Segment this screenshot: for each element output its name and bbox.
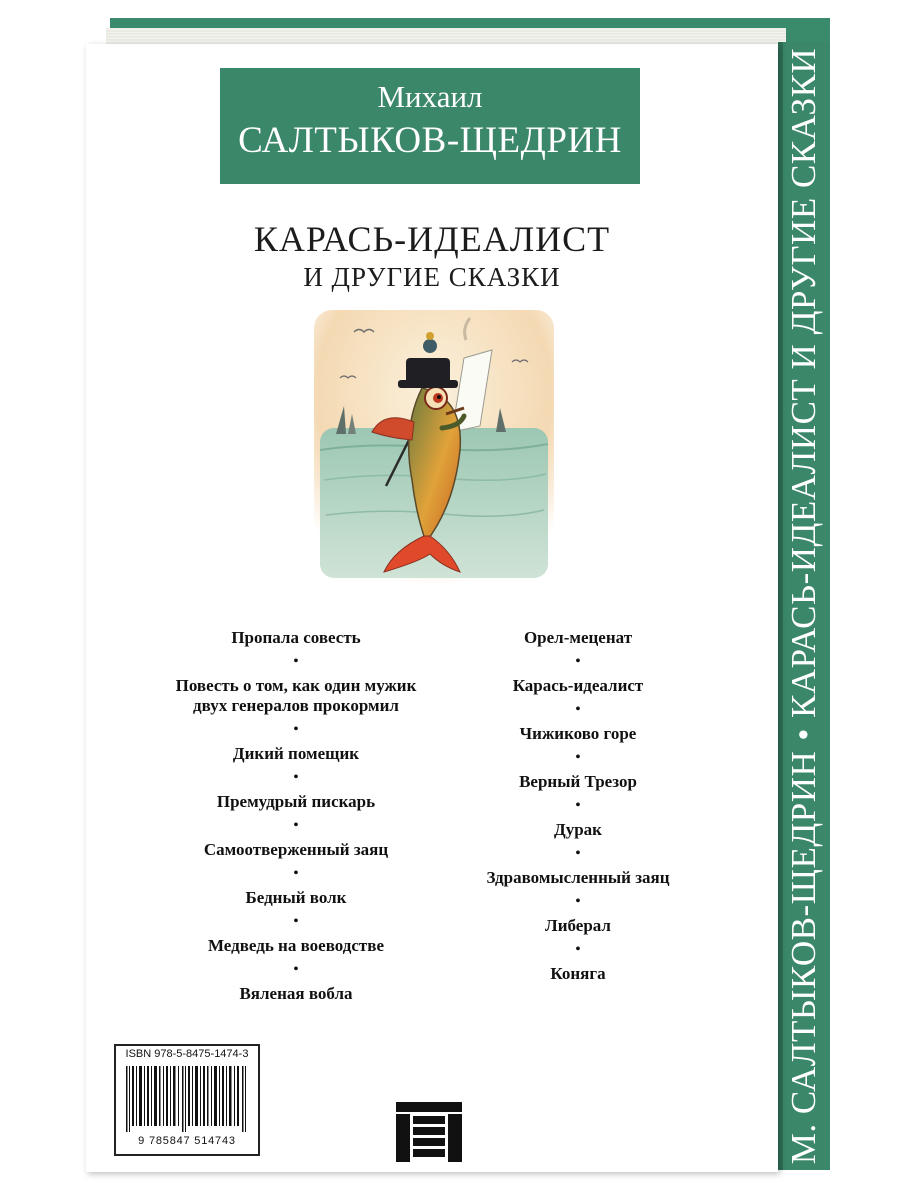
spine-title: КАРАСЬ-ИДЕАЛИСТ И ДРУГИЕ СКАЗКИ: [784, 47, 823, 718]
book-subtitle: И ДРУГИЕ СКАЗКИ: [303, 262, 561, 292]
toc-item: Повесть о том, как один мужик: [175, 676, 417, 695]
toc-item: Медведь на воеводстве: [207, 936, 385, 955]
author-last-name: САЛТЫКОВ-ЩЕДРИН: [238, 120, 622, 161]
spine-separator: •: [784, 727, 823, 741]
barcode-digits: 9 785847 514743: [138, 1135, 236, 1147]
toc-item: Дикий помещик: [232, 744, 360, 763]
toc-bullet: •: [293, 866, 299, 881]
toc-bullet: •: [293, 962, 299, 977]
toc-bullet: •: [575, 798, 581, 813]
book-spine: [778, 42, 830, 1170]
toc-item: Самоотверженный заяц: [203, 840, 389, 859]
toc-bullet: •: [293, 722, 299, 737]
toc-item: Орел-меценат: [523, 628, 633, 647]
barcode-icon: [124, 1066, 250, 1132]
author-first-name: Михаил: [377, 79, 483, 114]
toc-bullet: •: [575, 942, 581, 957]
toc-bullet: •: [293, 770, 299, 785]
spine-text: [784, 48, 824, 1164]
fish-illustration: [314, 310, 554, 586]
isbn-barcode-box: [114, 1044, 260, 1156]
toc-item: Верный Трезор: [519, 772, 637, 791]
toc-item: Карась-идеалист: [512, 676, 644, 695]
toc-item: Премудрый пискарь: [216, 792, 376, 811]
toc-bullet: •: [575, 846, 581, 861]
toc-bullet: •: [575, 702, 581, 717]
toc-item: Дурак: [554, 820, 602, 839]
toc-bullet: •: [575, 654, 581, 669]
toc-bullet: •: [293, 818, 299, 833]
toc-item: Коняга: [550, 964, 606, 983]
toc-bullet: •: [575, 750, 581, 765]
toc-left-column: [146, 628, 446, 1004]
toc-item: Либерал: [545, 916, 611, 935]
toc-item: Пропала совесть: [231, 628, 361, 647]
spine-author: М. САЛТЫКОВ-ЩЕДРИН: [784, 750, 823, 1165]
toc-bullet: •: [575, 894, 581, 909]
author-band: [220, 68, 640, 184]
toc-right-column: [428, 628, 728, 984]
toc-bullet: •: [293, 654, 299, 669]
toc-bullet: •: [293, 914, 299, 929]
toc-item: Здравомысленный заяц: [486, 868, 670, 887]
toc-item: Вяленая вобла: [239, 984, 353, 1003]
isbn-label: ISBN 978-5-8475-1474-3: [125, 1048, 249, 1060]
toc-item: Чижиково горе: [519, 724, 637, 743]
publisher-logo-icon: [396, 1102, 462, 1162]
front-cover: [86, 44, 778, 1172]
fish-illustration-svg: [314, 310, 554, 586]
toc-item: двух генералов прокормил: [193, 696, 399, 715]
book-title: КАРАСЬ-ИДЕАЛИСТ: [253, 219, 611, 259]
toc-item: Бедный волк: [245, 888, 347, 907]
